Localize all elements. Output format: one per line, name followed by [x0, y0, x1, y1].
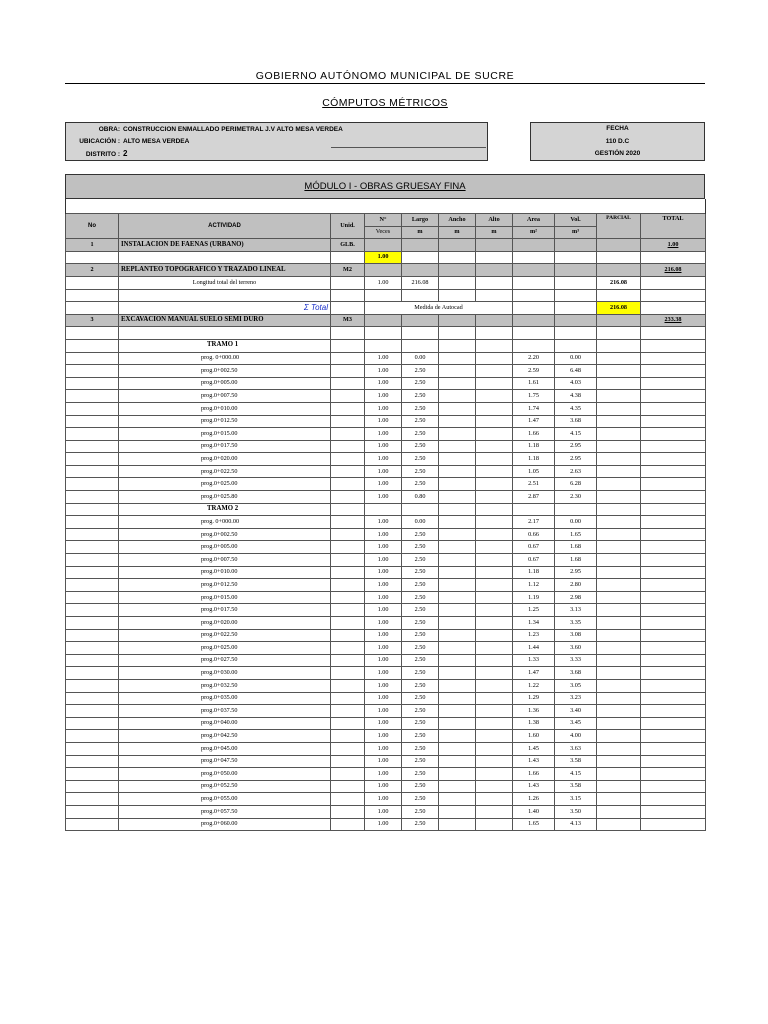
prog-label: prog.0+015.00 [119, 591, 331, 604]
largo-value: 2.50 [402, 793, 439, 806]
prog-label: prog.0+020.00 [119, 617, 331, 630]
prog-label: prog.0+020.00 [119, 453, 331, 466]
vol-value: 2.63 [555, 465, 597, 478]
veces-value: 1.00 [365, 491, 402, 504]
prog-label: prog.0+042.50 [119, 730, 331, 743]
vol-value: 2.30 [555, 491, 597, 504]
veces-value: 1.00 [365, 428, 402, 441]
area-value: 1.19 [513, 591, 555, 604]
header-rule [65, 83, 705, 84]
autocad-note: Medida de Autocad [365, 302, 513, 315]
veces-value: 1.00 [365, 566, 402, 579]
column-header-row-1 [66, 214, 706, 227]
prog-label: prog.0+012.50 [119, 415, 331, 428]
prog-label: prog.0+007.50 [119, 390, 331, 403]
area-value: 0.66 [513, 528, 555, 541]
prog-label: prog.0+032.50 [119, 679, 331, 692]
area-value: 1.18 [513, 453, 555, 466]
largo-value: 2.50 [402, 780, 439, 793]
table-row [66, 465, 706, 478]
obra-label: OBRA: [98, 126, 120, 133]
vol-value: 1.68 [555, 554, 597, 567]
item-no: 1 [66, 239, 119, 252]
area-value: 2.17 [513, 516, 555, 529]
largo-value: 2.50 [402, 453, 439, 466]
vol-value: 3.68 [555, 667, 597, 680]
table-row [66, 365, 706, 378]
col-vol: Vol. [555, 214, 597, 227]
col-no: No [66, 214, 119, 239]
largo-value: 2.50 [402, 730, 439, 743]
prog-label: prog.0+010.00 [119, 566, 331, 579]
table-row [66, 390, 706, 403]
veces-value: 1.00 [365, 642, 402, 655]
item-desc: REPLANTEO TOPOGRAFICO Y TRAZADO LINEAL [119, 264, 331, 277]
item-total: 1.00 [641, 239, 706, 252]
area-value: 1.18 [513, 440, 555, 453]
prog-label: prog.0+012.50 [119, 579, 331, 592]
veces-value: 1.00 [365, 730, 402, 743]
veces-value: 1.00 [365, 679, 402, 692]
area-value: 1.38 [513, 717, 555, 730]
prog-label: prog.0+037.50 [119, 705, 331, 718]
vol-value: 3.45 [555, 717, 597, 730]
item-2-blank-row [66, 289, 706, 302]
prog-label: prog.0+060.00 [119, 818, 331, 831]
area-value: 1.45 [513, 742, 555, 755]
item-unit: M3 [331, 314, 365, 327]
table-row [66, 352, 706, 365]
vol-value: 3.60 [555, 642, 597, 655]
largo-value: 2.50 [402, 528, 439, 541]
detail-parcial: 216.08 [597, 276, 641, 289]
fecha-dc: 110 D.C [605, 138, 630, 145]
veces-value: 1.00 [365, 805, 402, 818]
vol-value: 6.28 [555, 478, 597, 491]
prog-label: prog.0+047.50 [119, 755, 331, 768]
veces-value: 1.00 [365, 705, 402, 718]
area-value: 1.75 [513, 390, 555, 403]
table-row [66, 528, 706, 541]
largo-value: 2.50 [402, 617, 439, 630]
veces-value: 1.00 [365, 377, 402, 390]
largo-value: 2.50 [402, 579, 439, 592]
area-value: 1.61 [513, 377, 555, 390]
vol-value: 1.68 [555, 541, 597, 554]
table-row [66, 642, 706, 655]
prog-label: prog.0+007.50 [119, 554, 331, 567]
project-info-box [65, 122, 488, 161]
prog-label: prog.0+055.00 [119, 793, 331, 806]
vol-value: 3.35 [555, 617, 597, 630]
item-desc: EXCAVACION MANUAL SUELO SEMI DURO [119, 314, 331, 327]
area-value: 0.67 [513, 541, 555, 554]
largo-value: 2.50 [402, 768, 439, 781]
area-value: 1.33 [513, 654, 555, 667]
col-actividad: ACTIVIDAD [119, 214, 331, 239]
col-vol-unit: m³ [555, 226, 597, 239]
table-row [66, 453, 706, 466]
area-value: 1.36 [513, 705, 555, 718]
prog-label: prog.0+025.80 [119, 491, 331, 504]
largo-value: 2.50 [402, 705, 439, 718]
prog-label: prog.0+002.50 [119, 528, 331, 541]
veces-value: 1.00 [365, 478, 402, 491]
veces-value: 1.00 [365, 617, 402, 630]
vol-value: 3.05 [555, 679, 597, 692]
area-value: 1.18 [513, 566, 555, 579]
vol-value: 0.00 [555, 516, 597, 529]
prog-label: prog.0+040.00 [119, 717, 331, 730]
detail-largo: 216.08 [402, 276, 439, 289]
col-area: Area [513, 214, 555, 227]
vol-value: 3.13 [555, 604, 597, 617]
veces-value: 1.00 [365, 768, 402, 781]
largo-value: 2.50 [402, 742, 439, 755]
veces-value: 1.00 [365, 415, 402, 428]
largo-value: 2.50 [402, 591, 439, 604]
distrito-value: 2 [123, 149, 128, 158]
vol-value: 4.15 [555, 768, 597, 781]
item-desc: INSTALACION DE FAENAS (URBANO) [119, 239, 331, 252]
veces-value: 1.00 [365, 629, 402, 642]
table-row [66, 818, 706, 831]
area-value: 1.34 [513, 617, 555, 630]
tramo-header-row [66, 339, 706, 352]
vol-value: 0.00 [555, 352, 597, 365]
item-no: 2 [66, 264, 119, 277]
prog-label: prog.0+030.00 [119, 667, 331, 680]
item-3-blank-row [66, 327, 706, 340]
vol-value: 2.95 [555, 453, 597, 466]
area-value: 1.65 [513, 818, 555, 831]
table-row [66, 415, 706, 428]
document-title: CÓMPUTOS MÉTRICOS [322, 97, 448, 109]
veces-value: 1.00 [365, 453, 402, 466]
vol-value: 4.13 [555, 818, 597, 831]
prog-label: prog.0+022.50 [119, 465, 331, 478]
ubicacion-underline [331, 147, 486, 148]
area-value: 1.47 [513, 415, 555, 428]
vol-value: 3.15 [555, 793, 597, 806]
vol-value: 3.58 [555, 780, 597, 793]
vol-value: 2.80 [555, 579, 597, 592]
largo-value: 2.50 [402, 554, 439, 567]
item-1-detail-row [66, 251, 706, 264]
prog-label: prog.0+052.50 [119, 780, 331, 793]
col-n: N° [365, 214, 402, 227]
prog-label: prog.0+015.00 [119, 428, 331, 441]
prog-label: prog.0+057.50 [119, 805, 331, 818]
col-alto-unit: m [476, 226, 513, 239]
table-row [66, 617, 706, 630]
table-row [66, 768, 706, 781]
area-value: 2.87 [513, 491, 555, 504]
col-largo-unit: m [402, 226, 439, 239]
table-row [66, 730, 706, 743]
largo-value: 2.50 [402, 654, 439, 667]
prog-label: prog.0+017.50 [119, 604, 331, 617]
table-row [66, 402, 706, 415]
prog-label: prog.0+022.50 [119, 629, 331, 642]
tramo-label: TRAMO 2 [119, 503, 331, 516]
prog-label: prog.0+005.00 [119, 541, 331, 554]
area-value: 1.44 [513, 642, 555, 655]
prog-label: prog.0+017.50 [119, 440, 331, 453]
area-value: 1.43 [513, 755, 555, 768]
table-row [66, 604, 706, 617]
table-row [66, 591, 706, 604]
largo-value: 2.50 [402, 377, 439, 390]
table-row [66, 491, 706, 504]
area-value: 1.23 [513, 629, 555, 642]
fecha-label: FECHA [606, 125, 629, 132]
obra-value: CONSTRUCCION ENMALLADO PERIMETRAL J.V ALTO MESA VERDEA [123, 126, 343, 133]
largo-value: 2.50 [402, 566, 439, 579]
largo-value: 2.50 [402, 818, 439, 831]
col-ancho-unit: m [439, 226, 476, 239]
veces-value: 1.00 [365, 465, 402, 478]
area-value: 1.40 [513, 805, 555, 818]
table-row [66, 428, 706, 441]
vol-value: 4.03 [555, 377, 597, 390]
vol-value: 3.33 [555, 654, 597, 667]
area-value: 1.05 [513, 465, 555, 478]
veces-value: 1.00 [365, 352, 402, 365]
table-row [66, 755, 706, 768]
table-row [66, 654, 706, 667]
largo-value: 2.50 [402, 440, 439, 453]
veces-value: 1.00 [365, 717, 402, 730]
item-unit: M2 [331, 264, 365, 277]
table-row [66, 805, 706, 818]
vol-value: 4.15 [555, 428, 597, 441]
prog-label: prog. 0+000.00 [119, 516, 331, 529]
veces-value: 1.00 [365, 440, 402, 453]
col-veces: Veces [365, 226, 402, 239]
largo-value: 2.50 [402, 465, 439, 478]
area-value: 1.12 [513, 579, 555, 592]
table-row [66, 478, 706, 491]
veces-value: 1.00 [365, 742, 402, 755]
area-value: 2.59 [513, 365, 555, 378]
largo-value: 2.50 [402, 805, 439, 818]
veces-value: 1.00 [365, 402, 402, 415]
col-largo: Largo [402, 214, 439, 227]
area-value: 1.26 [513, 793, 555, 806]
ubicacion-value: ALTO MESA VERDEA [123, 138, 190, 145]
item-row-2 [66, 264, 706, 277]
table-row [66, 780, 706, 793]
table-row [66, 629, 706, 642]
date-box [530, 122, 705, 161]
sigma-total-label: Σ Total [119, 302, 331, 315]
veces-value: 1.00 [365, 554, 402, 567]
largo-value: 2.50 [402, 692, 439, 705]
table-row [66, 541, 706, 554]
area-value: 1.74 [513, 402, 555, 415]
vol-value: 3.40 [555, 705, 597, 718]
item-1-quantity: 1.00 [365, 251, 402, 264]
veces-value: 1.00 [365, 365, 402, 378]
prog-label: prog.0+050.00 [119, 768, 331, 781]
prog-label: prog.0+005.00 [119, 377, 331, 390]
vol-value: 2.98 [555, 591, 597, 604]
veces-value: 1.00 [365, 667, 402, 680]
area-value: 1.66 [513, 768, 555, 781]
largo-value: 2.50 [402, 604, 439, 617]
table-row [66, 793, 706, 806]
table-row [66, 742, 706, 755]
vol-value: 1.65 [555, 528, 597, 541]
area-value: 1.43 [513, 780, 555, 793]
table-row [66, 554, 706, 567]
table-row [66, 705, 706, 718]
area-value: 2.20 [513, 352, 555, 365]
col-area-unit: m² [513, 226, 555, 239]
largo-value: 2.50 [402, 755, 439, 768]
largo-value: 2.50 [402, 629, 439, 642]
table-row [66, 717, 706, 730]
vol-value: 3.58 [555, 755, 597, 768]
item-2-sigma-row [66, 302, 706, 315]
largo-value: 0.00 [402, 516, 439, 529]
item-2-detail-row [66, 276, 706, 289]
largo-value: 2.50 [402, 667, 439, 680]
prog-label: prog.0+035.00 [119, 692, 331, 705]
vol-value: 2.95 [555, 440, 597, 453]
prog-label: prog.0+010.00 [119, 402, 331, 415]
prog-label: prog.0+002.50 [119, 365, 331, 378]
item-row-1 [66, 239, 706, 252]
veces-value: 1.00 [365, 579, 402, 592]
table-row [66, 667, 706, 680]
fecha-gestion: GESTIÓN 2020 [594, 150, 641, 157]
vol-value: 4.35 [555, 402, 597, 415]
table-row [66, 566, 706, 579]
col-unid: Unid. [331, 214, 365, 239]
largo-value: 2.50 [402, 402, 439, 415]
largo-value: 0.80 [402, 491, 439, 504]
veces-value: 1.00 [365, 654, 402, 667]
table-row [66, 679, 706, 692]
veces-value: 1.00 [365, 755, 402, 768]
spacer-row [66, 199, 706, 214]
prog-label: prog. 0+000.00 [119, 352, 331, 365]
item-unit: GLB. [331, 239, 365, 252]
largo-value: 2.50 [402, 541, 439, 554]
col-total: TOTAL [641, 214, 706, 239]
area-value: 1.47 [513, 667, 555, 680]
area-value: 1.60 [513, 730, 555, 743]
vol-value: 3.63 [555, 742, 597, 755]
detail-veces: 1.00 [365, 276, 402, 289]
veces-value: 1.00 [365, 780, 402, 793]
veces-value: 1.00 [365, 818, 402, 831]
largo-value: 2.50 [402, 717, 439, 730]
largo-value: 2.50 [402, 642, 439, 655]
largo-value: 2.50 [402, 428, 439, 441]
prog-label: prog.0+027.50 [119, 654, 331, 667]
largo-value: 2.50 [402, 365, 439, 378]
ubicacion-label: UBICACIÓN : [79, 138, 120, 145]
largo-value: 0.00 [402, 352, 439, 365]
veces-value: 1.00 [365, 541, 402, 554]
table-row [66, 516, 706, 529]
item-total: 216.08 [641, 264, 706, 277]
area-value: 2.51 [513, 478, 555, 491]
detail-desc: Longitud total del terreno [119, 276, 331, 289]
col-parcial: PARCIAL [597, 214, 641, 239]
largo-value: 2.50 [402, 415, 439, 428]
table-row [66, 579, 706, 592]
vol-value: 3.23 [555, 692, 597, 705]
module-title: MÓDULO I - OBRAS GRUESAY FINA [65, 174, 705, 199]
tramo-header-row [66, 503, 706, 516]
prog-label: prog.0+025.00 [119, 642, 331, 655]
area-value: 0.67 [513, 554, 555, 567]
prog-label: prog.0+025.00 [119, 478, 331, 491]
area-value: 1.25 [513, 604, 555, 617]
prog-label: prog.0+045.00 [119, 742, 331, 755]
largo-value: 2.50 [402, 679, 439, 692]
area-value: 1.29 [513, 692, 555, 705]
largo-value: 2.50 [402, 390, 439, 403]
veces-value: 1.00 [365, 591, 402, 604]
vol-value: 4.38 [555, 390, 597, 403]
sigma-parcial: 216.08 [597, 302, 641, 315]
table-row [66, 377, 706, 390]
vol-value: 2.95 [555, 566, 597, 579]
area-value: 1.22 [513, 679, 555, 692]
vol-value: 3.50 [555, 805, 597, 818]
veces-value: 1.00 [365, 604, 402, 617]
vol-value: 3.08 [555, 629, 597, 642]
government-title: GOBIERNO AUTÓNOMO MUNICIPAL DE SUCRE [255, 70, 515, 82]
col-alto: Alto [476, 214, 513, 227]
table-row [66, 692, 706, 705]
vol-value: 6.48 [555, 365, 597, 378]
veces-value: 1.00 [365, 692, 402, 705]
vol-value: 3.68 [555, 415, 597, 428]
computos-table [65, 199, 706, 831]
distrito-label: DISTRITO : [85, 151, 120, 158]
item-row-3 [66, 314, 706, 327]
veces-value: 1.00 [365, 528, 402, 541]
veces-value: 1.00 [365, 516, 402, 529]
table-row [66, 440, 706, 453]
largo-value: 2.50 [402, 478, 439, 491]
item-no: 3 [66, 314, 119, 327]
veces-value: 1.00 [365, 390, 402, 403]
veces-value: 1.00 [365, 793, 402, 806]
area-value: 1.66 [513, 428, 555, 441]
tramo-label: TRAMO 1 [119, 339, 331, 352]
col-ancho: Ancho [439, 214, 476, 227]
vol-value: 4.00 [555, 730, 597, 743]
item-total: 233.38 [641, 314, 706, 327]
